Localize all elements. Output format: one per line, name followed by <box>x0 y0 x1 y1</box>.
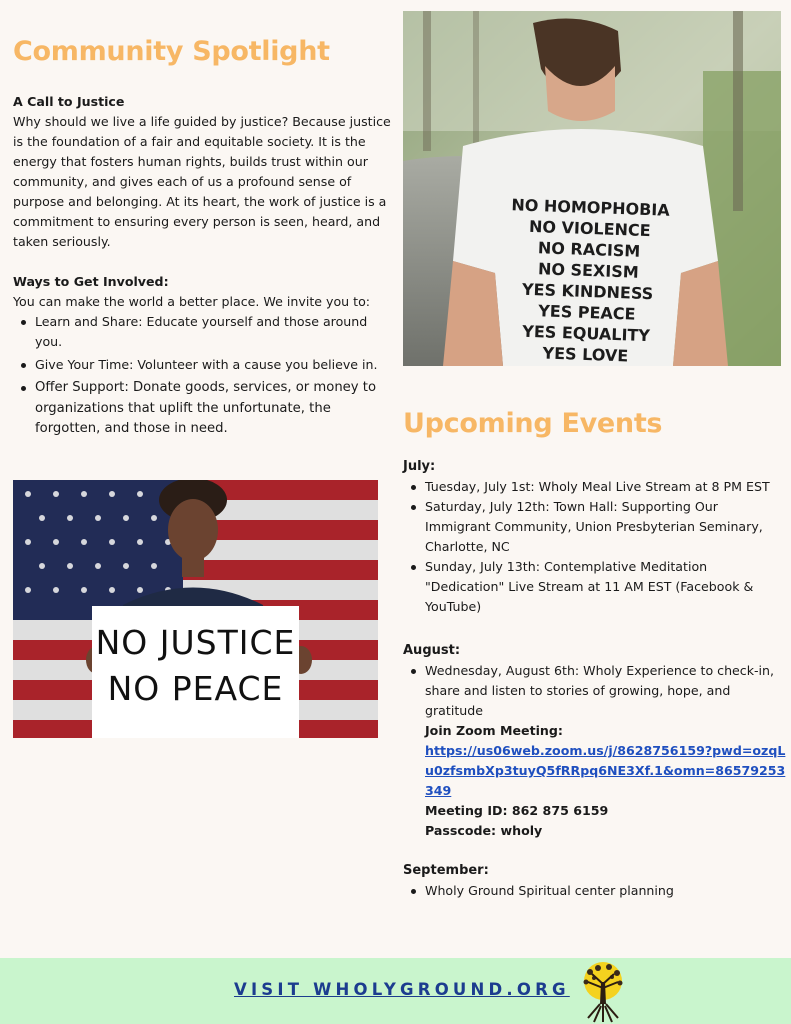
event-item: Wholy Ground Spiritual center planning <box>403 881 787 901</box>
july-list <box>403 477 787 617</box>
photo-protest-sign <box>13 480 378 738</box>
meeting-id: Meeting ID: 862 875 6159 <box>425 803 609 818</box>
tree-logo-icon <box>572 960 634 1024</box>
spotlight-section <box>13 92 397 440</box>
shirt-text: NO HOMOPHOBIA NO VIOLENCE NO RACISM NO SEXISM YES KINDNESS YES PEACE YES EQUALITY YES LOVE <box>511 195 671 366</box>
events-heading: Upcoming Events <box>403 408 663 439</box>
website-link[interactable]: VISIT WHOLYGROUND.ORG <box>234 980 570 999</box>
event-item: Wednesday, August 6th: Wholy Experience to check-in, share and listen to stories of growing, hope, and gratitude <box>403 661 787 721</box>
september-list <box>403 881 787 901</box>
sign-text: NO JUSTICE NO PEACE <box>95 623 296 708</box>
footer <box>0 958 791 1024</box>
call-body: Why should we live a life guided by justice? Because justice is the foundation of a fair and equitable society. It is the energy that fosters human rights, builds trust within our community, and gives each of us a profound sense of purpose and belonging. At its heart, the work of justice is a commitment to ensuring every person is seen, heard, and taken seriously. <box>13 114 391 249</box>
photo-shirt-message <box>403 11 781 366</box>
ways-intro: You can make the world a better place. We invite you to: <box>13 294 371 309</box>
august-list <box>403 661 787 721</box>
passcode: Passcode: wholy <box>425 823 543 838</box>
ways-item: Learn and Share: Educate yourself and those around you. <box>13 312 397 352</box>
event-item: Sunday, July 13th: Contemplative Meditation "Dedication" Live Stream at 11 AM EST (Facebook & YouTube) <box>403 557 787 617</box>
ways-item: Give Your Time: Volunteer with a cause you believe in. <box>13 355 397 375</box>
call-title: A Call to Justice <box>13 94 125 109</box>
ways-item: Offer Support: Donate goods, services, or money to organizations that uplift the unfortunate, the forgotten, and those in need. <box>13 378 397 440</box>
month-september: September: <box>403 863 489 878</box>
spotlight-heading: Community Spotlight <box>13 36 330 67</box>
event-item: Saturday, July 12th: Town Hall: Supporting Our Immigrant Community, Union Presbyterian Seminary, Charlotte, NC <box>403 497 787 557</box>
zoom-label: Join Zoom Meeting: <box>425 723 563 738</box>
ways-title: Ways to Get Involved: <box>13 274 169 289</box>
zoom-link[interactable]: https://us06web.zoom.us/j/8628756159?pwd=ozqLu0zfsmbXp3tuyQ5fRRpq6NE3Xf.1&omn=86579253349 <box>425 743 786 798</box>
event-item: Tuesday, July 1st: Wholy Meal Live Stream at 8 PM EST <box>403 477 787 497</box>
month-july: July: <box>403 459 436 474</box>
month-august: August: <box>403 643 461 658</box>
events-section <box>403 457 787 901</box>
ways-list <box>13 312 397 440</box>
